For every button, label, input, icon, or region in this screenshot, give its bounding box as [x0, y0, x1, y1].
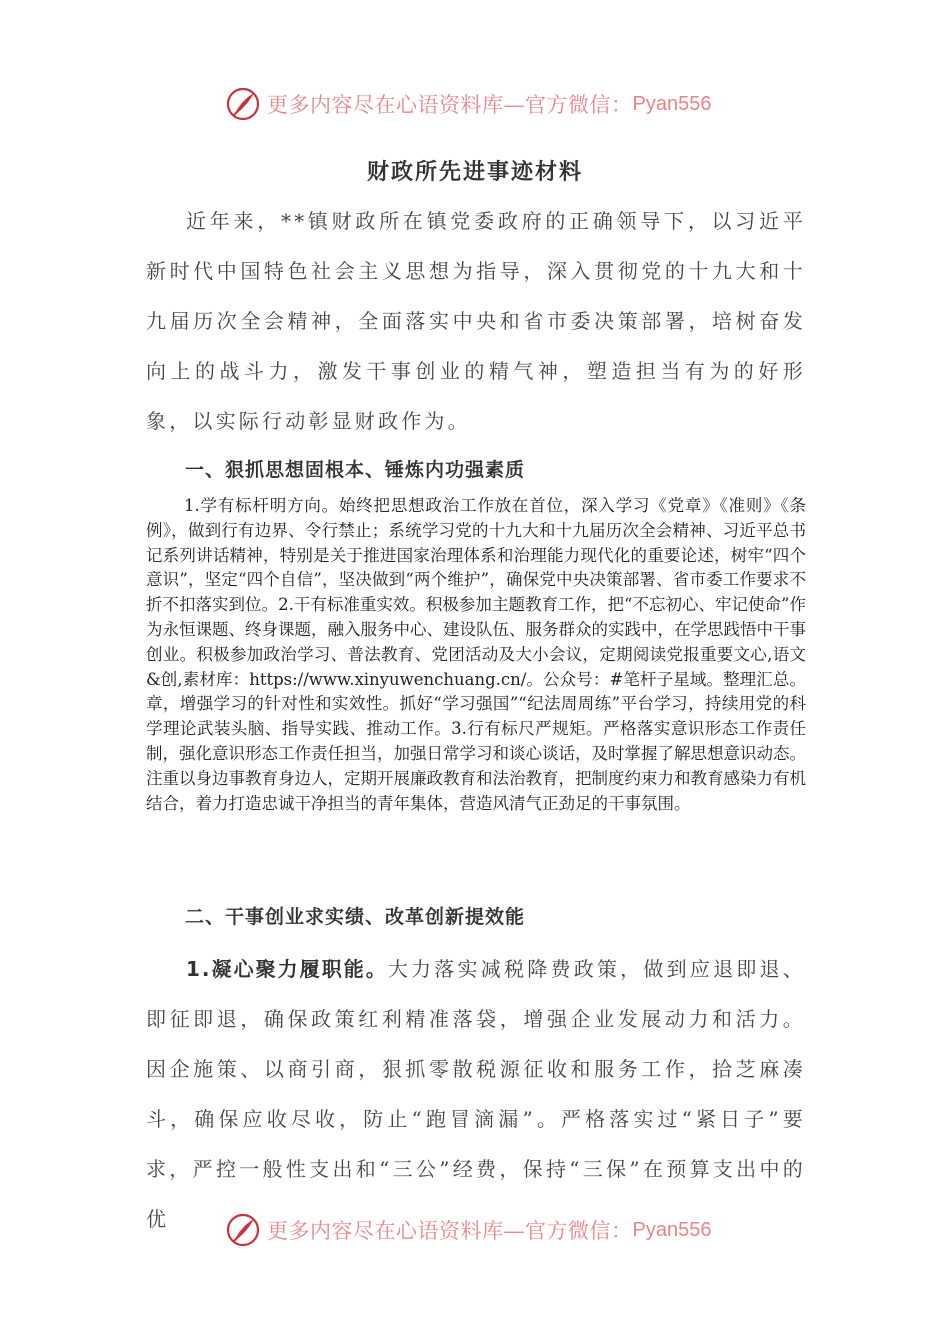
- quill-logo-icon: [225, 1212, 261, 1248]
- banner-text: 更多内容尽在心语资料库—官方微信：: [267, 93, 633, 117]
- quill-logo-icon: [225, 86, 261, 122]
- banner-wechat-id: Pyan556: [632, 92, 712, 115]
- section-2-heading: 二、干事创业求实绩、改革创新提效能: [185, 906, 526, 928]
- section-2-paragraph: [146, 944, 806, 1244]
- banner-text: 更多内容尽在心语资料库—官方微信：: [267, 1219, 633, 1243]
- section-2-lead: 1.凝心聚力履职能。: [186, 957, 388, 981]
- section-1-body: [146, 494, 806, 816]
- section-1-body-text: 1.学有标杆明方向。始终把思想政治工作放在首位，深入学习《党章》《准则》《条例》，做到行有边界、令行禁止；系统学习党的十九大和十九届历次全会精神、习近平总书记系列讲话精神，特别是关于推进国家治理体系和治理能力现代化的重要论述，树牢“四个意识”，坚定“四个自信”，坚决做到“两个维护”，确保党中央决策部署、省市委工作要求不折不扣落实到位。2.干有标准重实效。积极参加主题教育工作，把“不忘初心、牢记使命”作为永恒课题、终身课题，融入服务中心、建设队伍、服务群众的实践中，在学思践悟中干事创业。积极参加政治学习、普法教育、党团活动及大小会议，定期阅读党报重要文心,语文&创,素材库：https://www.xinyuwenchuang.cn/。公众号：#笔杆子星域。整理汇总。章，增强学习的针对性和实效性。抓好“学习强国”“纪法周周练”平台学习，持续用党的科学理论武装头脑、指导实践、推动工作。3.行有标尺严规矩。严格落实意识形态工作责任制，强化意识形态工作责任担当，加强日常学习和谈心谈话，及时掌握了解思想意识动态。注重以身边事教育身边人，定期开展廉政教育和法治教育，把制度约束力和教育感染力有机结合，着力打造忠诚干净担当的青年集体，营造风清气正劲足的干事氛围。: [146, 496, 806, 813]
- banner-wechat-id: Pyan556: [632, 1218, 712, 1241]
- document-title: 财政所先进事迹材料: [366, 160, 583, 185]
- section-2-body: 大力落实减税降费政策，做到应退即退、即征即退，确保政策红利精准落袋，增强企业发展动力和活力。因企施策、以商引商，狠抓零散税源征收和服务工作，拾芝麻凑斗，确保应收尽收，防止“跑冒滴漏”。严格落实过“紧日子”要求，严控一般性支出和“三公”经费，保持“三保”在预算支出中的优: [146, 957, 806, 1231]
- section-1-heading: 一、狠抓思想固根本、锤炼内功强素质: [185, 459, 526, 481]
- header-banner: [225, 84, 711, 124]
- footer-banner: [225, 1210, 711, 1250]
- intro-paragraph: 近年来，**镇财政所在镇党委政府的正确领导下，以习近平新时代中国特色社会主义思想为指导，深入贯彻党的十九大和十九届历次全会精神，全面落实中央和省市委决策部署，培树奋发向上的战斗力，激发干事创业的精气神，塑造担当有为的好形象，以实际行动彰显财政作为。: [146, 209, 806, 433]
